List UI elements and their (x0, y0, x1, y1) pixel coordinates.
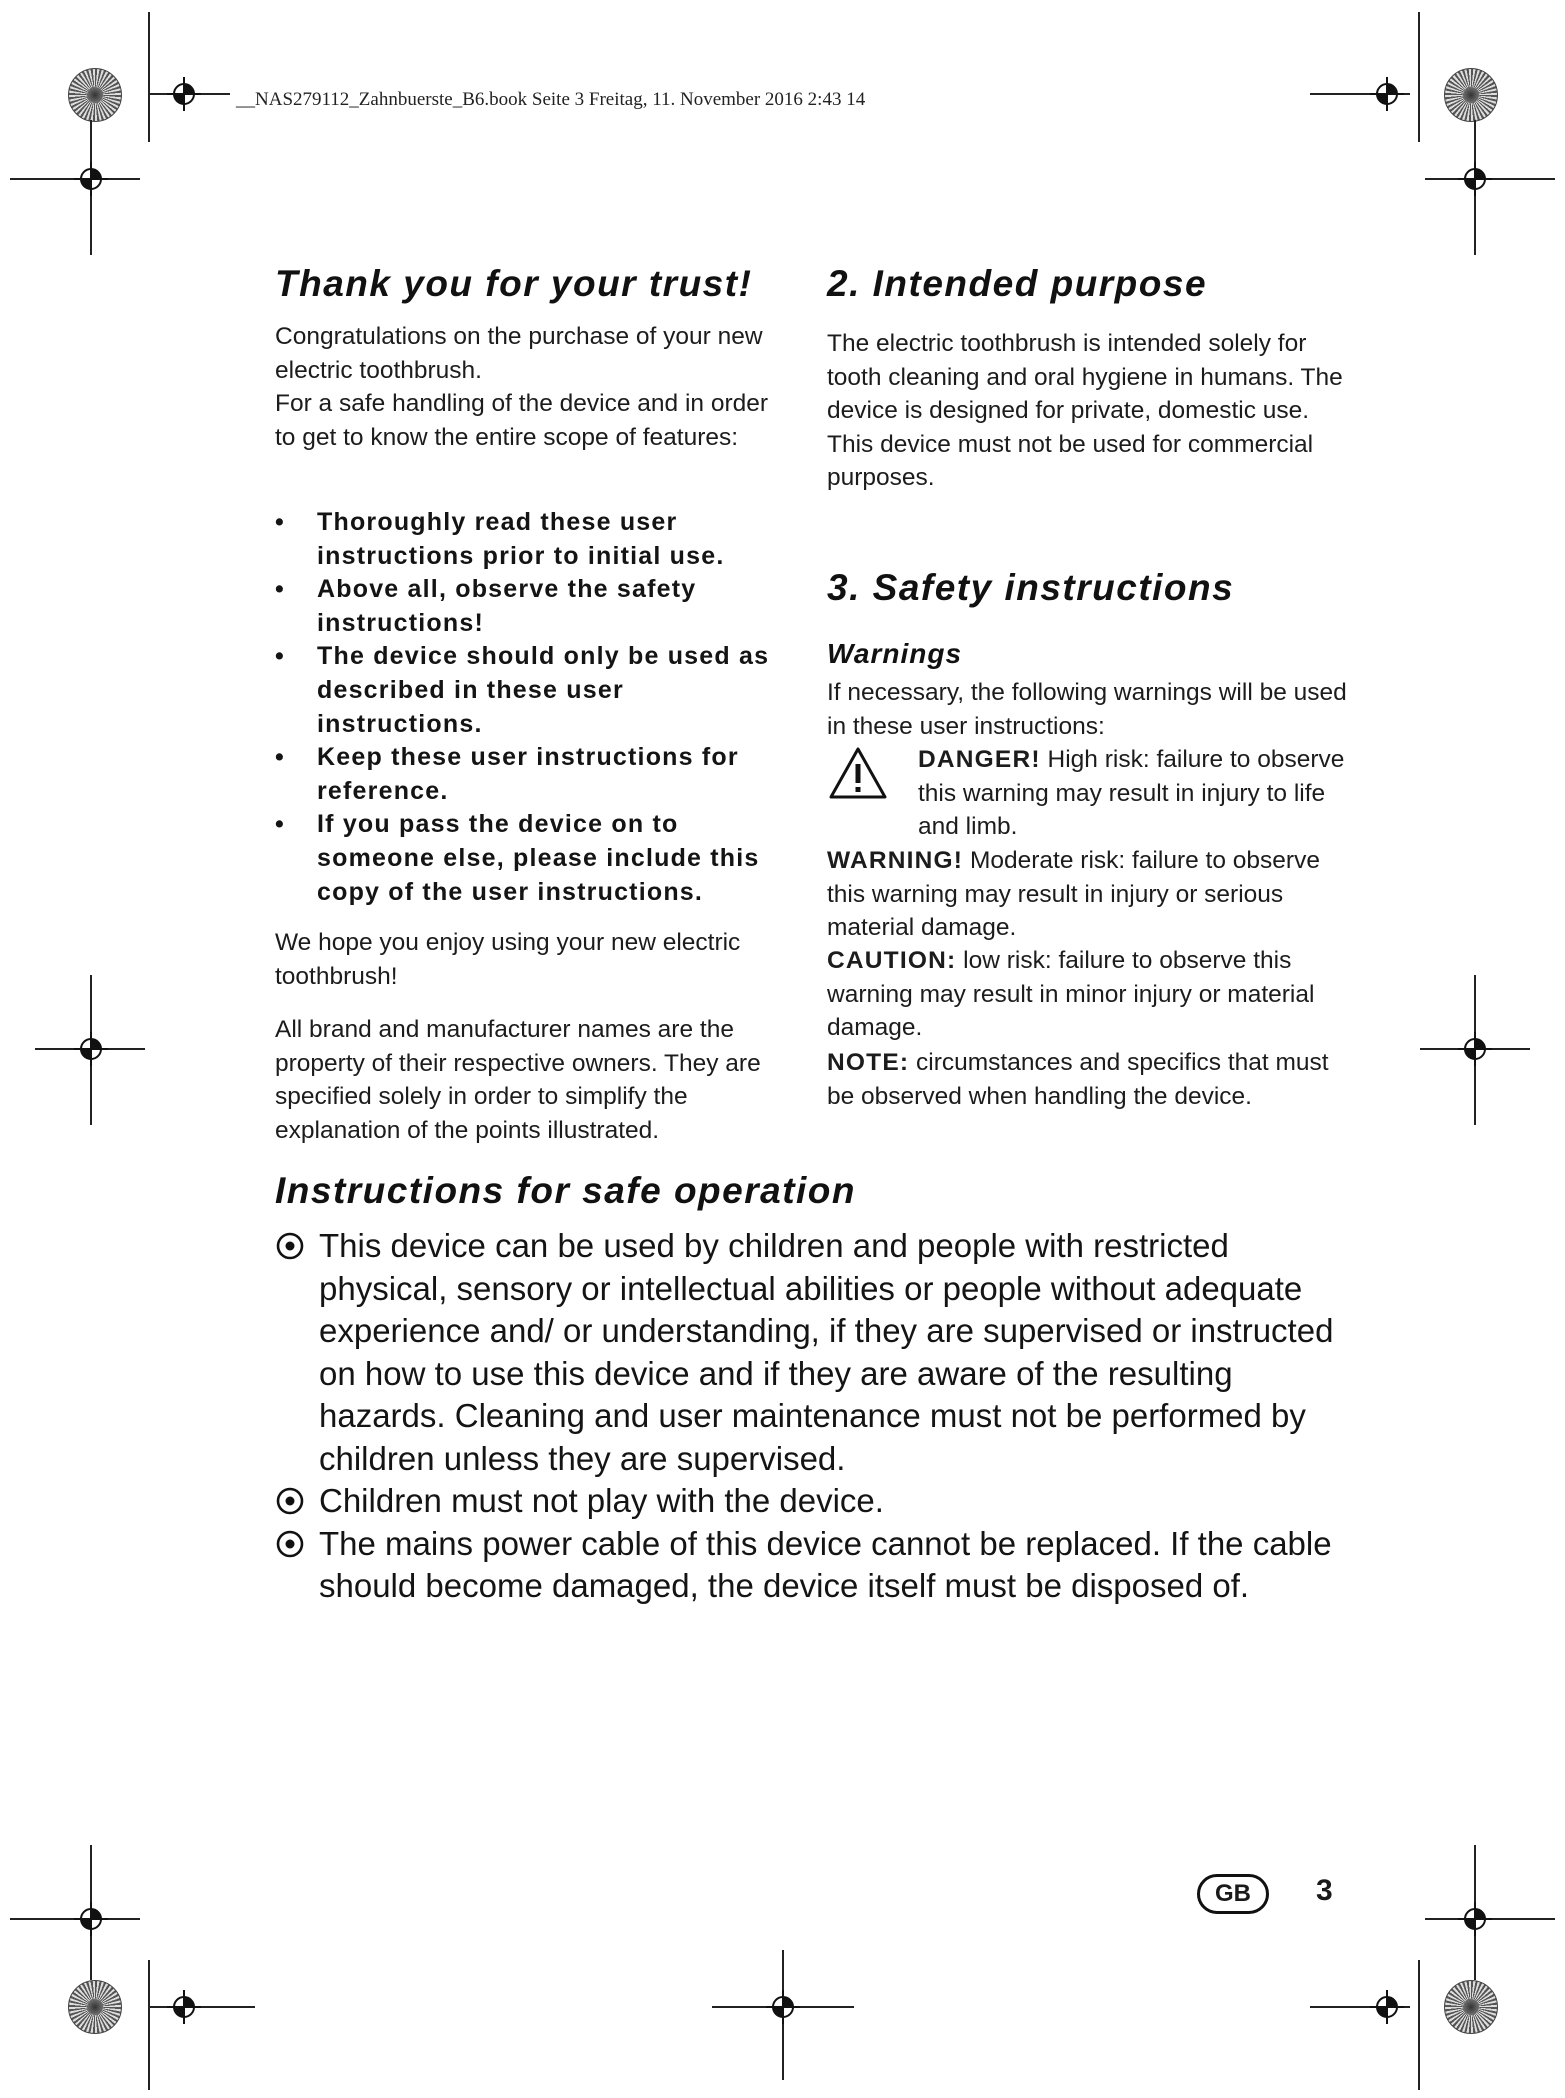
safe-operation-text: This device can be used by children and people with restricted physical, sensory or intellectual abilities or people without adequate experience and/ or understanding, if they are supervised or instructed on how to use this device and if they are aware of the resulting hazards. Cleaning and user maintenance must not be performed by children unless they are supervised. (319, 1227, 1334, 1477)
intro-paragraph: For a safe handling of the device and in order to get to know the entire scope of features: (275, 390, 769, 451)
caution-description (827, 944, 1347, 1045)
registration-mark-icon (74, 162, 108, 196)
registration-mark-icon (1370, 77, 1404, 111)
note-label: NOTE: (827, 1049, 910, 1076)
circle-dot-bullet-icon (275, 1486, 305, 1516)
crop-line (148, 1960, 150, 2090)
closing-text: We hope you enjoy using your new electric toothbrush! (275, 929, 741, 990)
registration-mark-icon (1458, 162, 1492, 196)
thank-you-heading: Thank you for your trust! (275, 263, 753, 304)
safe-operation-heading: Instructions for safe operation (275, 1170, 857, 1211)
intro-text (275, 320, 795, 454)
crop-line (148, 12, 150, 142)
circle-dot-bullet-icon (275, 1529, 305, 1559)
warning-text: Moderate risk: failure to observe this warning may result in injury or serious material damage. (827, 847, 1320, 941)
registration-mark-icon (167, 1990, 201, 2024)
list-item (275, 1523, 1355, 1608)
registration-mark-icon (74, 1032, 108, 1066)
color-rosette-icon (1444, 1980, 1498, 2034)
read-instructions-list (275, 506, 795, 909)
page-number: 3 (1316, 1874, 1333, 1907)
danger-description (918, 743, 1348, 844)
country-badge: GB (1197, 1874, 1269, 1914)
warning-description (827, 844, 1347, 945)
warnings-heading: Warnings (827, 638, 963, 669)
intro-paragraph: Congratulations on the purchase of your new electric toothbrush. (275, 323, 763, 384)
registration-mark-icon (1458, 1902, 1492, 1936)
safety-instructions-heading: 3. Safety instructions (827, 567, 1235, 608)
registration-mark-icon (766, 1990, 800, 2024)
safe-operation-text: Children must not play with the device. (319, 1482, 884, 1519)
safe-operation-list (275, 1225, 1355, 1608)
safe-operation-text: The mains power cable of this device cannot be replaced. If the cable should become damaged, the device itself must be disposed of. (319, 1524, 1332, 1604)
caution-label: CAUTION: (827, 947, 957, 974)
list-item: • If you pass the device on to someone else, please include this copy of the user instructions. (275, 808, 795, 909)
list-item: • Keep these user instructions for reference. (275, 741, 795, 808)
intended-purpose-heading: 2. Intended purpose (827, 263, 1208, 304)
danger-label: DANGER! (918, 746, 1041, 773)
note-text: circumstances and specifics that must be observed when handling the device. (827, 1049, 1329, 1110)
print-slug: __NAS279112_Zahnbuerste_B6.book Seite 3 Freitag, 11. November 2016 2:43 14 (236, 89, 866, 110)
brand-note: All brand and manufacturer names are the property of their respective owners. They are specified solely in order to simplify the explanation of the points illustrated. (275, 1016, 761, 1144)
crop-line (150, 2006, 255, 2008)
note-description (827, 1046, 1347, 1113)
crop-line (1418, 1960, 1420, 2090)
registration-mark-icon (1370, 1990, 1404, 2024)
list-item (275, 1225, 1355, 1480)
warnings-intro: If necessary, the following warnings will be used in these user instructions: (827, 679, 1347, 740)
color-rosette-icon (68, 68, 122, 122)
list-item: • Above all, observe the safety instructions! (275, 573, 795, 640)
danger-triangle-icon (828, 746, 888, 800)
color-rosette-icon (1444, 68, 1498, 122)
circle-dot-bullet-icon (275, 1231, 305, 1261)
caution-text: low risk: failure to observe this warning may result in minor injury or material damage. (827, 947, 1315, 1041)
danger-text: High risk: failure to observe this warning may result in injury to life and limb. (918, 746, 1345, 840)
registration-mark-icon (167, 77, 201, 111)
registration-mark-icon (1458, 1032, 1492, 1066)
warning-label: WARNING! (827, 847, 964, 874)
list-item: • Thoroughly read these user instructions prior to initial use. (275, 506, 795, 573)
crop-line (1418, 12, 1420, 142)
list-item: • The device should only be used as described in these user instructions. (275, 640, 795, 741)
list-item (275, 1480, 1355, 1523)
registration-mark-icon (74, 1902, 108, 1936)
intended-purpose-text: The electric toothbrush is intended solely for tooth cleaning and oral hygiene in humans. The device is designed for private, domestic use. This device must not be used for commercial purposes. (827, 330, 1343, 491)
color-rosette-icon (68, 1980, 122, 2034)
